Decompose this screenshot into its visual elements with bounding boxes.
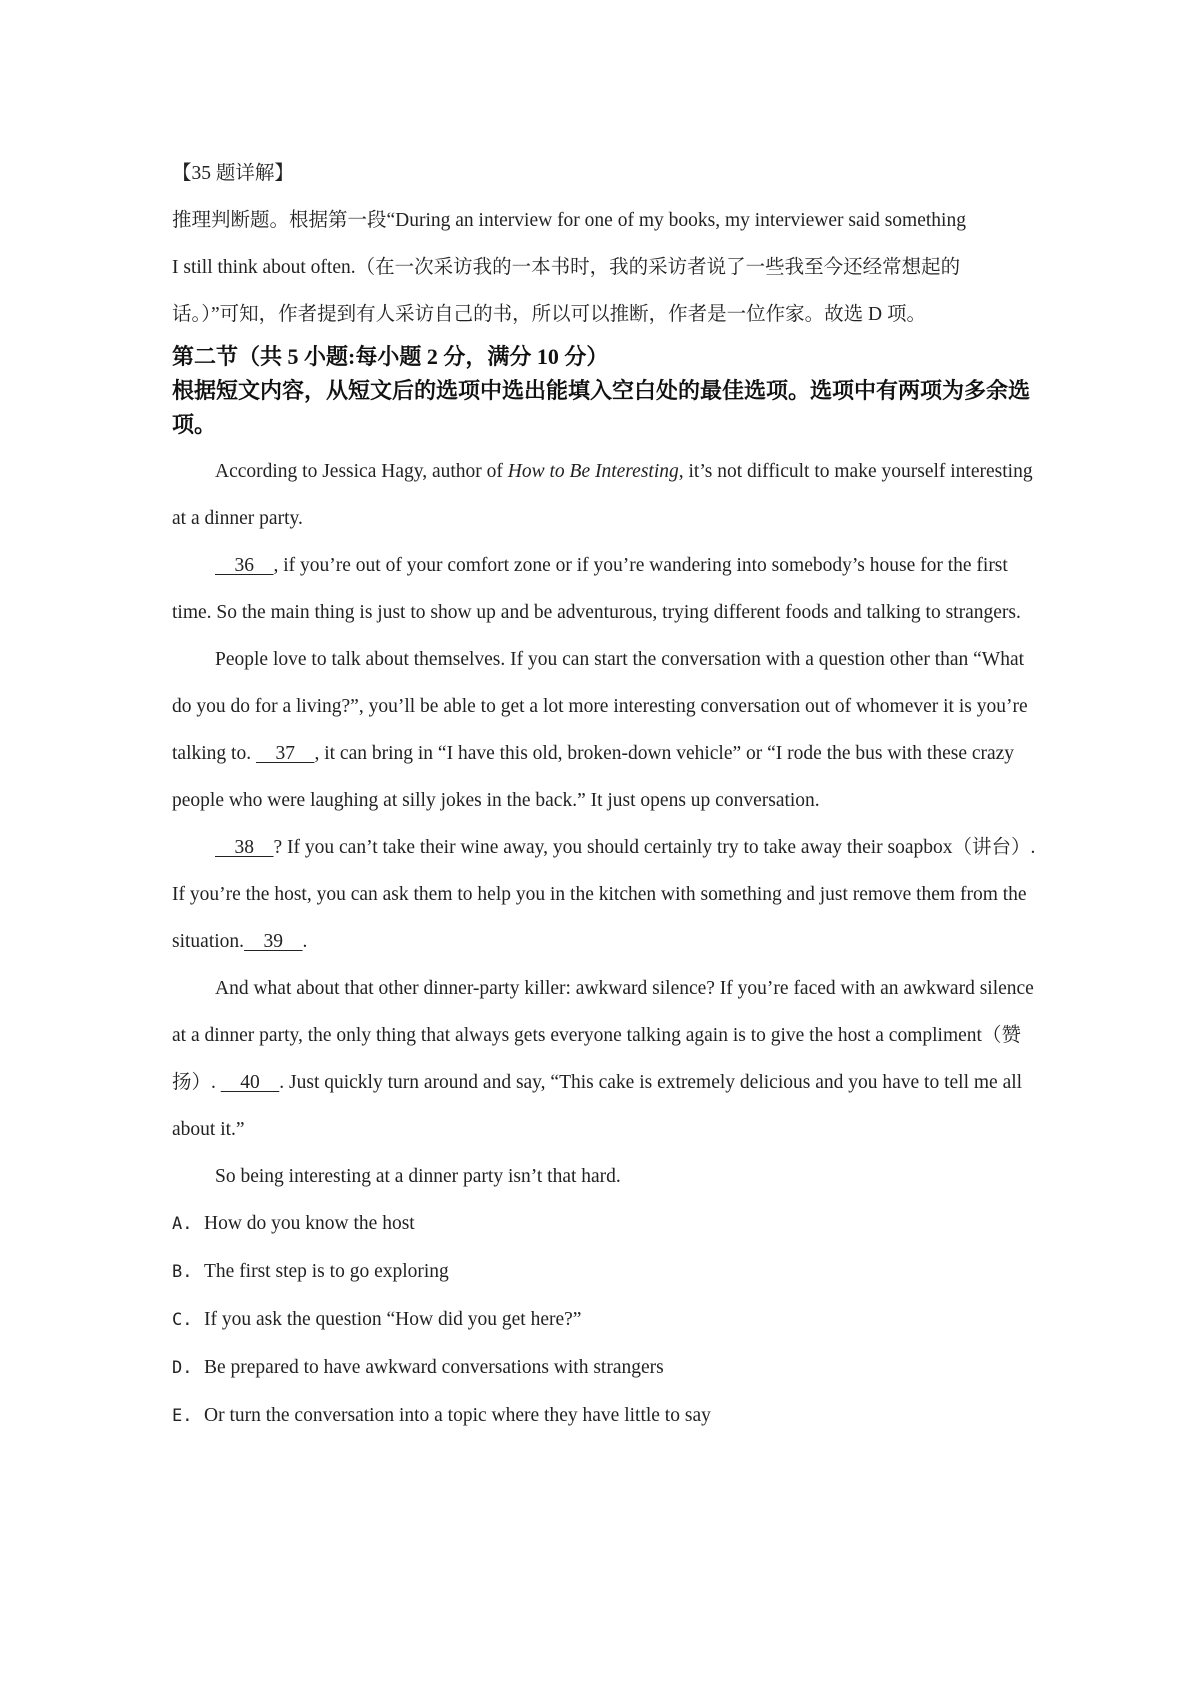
p1-text-after: , it’s not difficult to make yourself interesting at a dinner party. (172, 461, 1033, 529)
option-text: How do you know the host (204, 1213, 415, 1234)
explanation-heading: 【35 题详解】 (172, 163, 294, 184)
explanation-line-1: 推理判断题。根据第一段“During an interview for one of my books, my interviewer said something (172, 210, 966, 231)
blank-37[interactable]: 37 (255, 743, 315, 764)
passage-paragraph-5 (172, 965, 1038, 1153)
document-page (172, 150, 1038, 1440)
passage-paragraph-6: So being interesting at a dinner party isn’t that hard. (215, 1166, 621, 1187)
passage-paragraph-2 (172, 542, 1038, 636)
explanation-line-2: I still think about often.（在一次采访我的一本书时，我的采访者说了一些我至今还经常想起的 (172, 257, 961, 278)
section-title: 第二节（共 5 小题:每小题 2 分，满分 10 分） (172, 344, 609, 369)
option-c[interactable] (172, 1296, 1038, 1344)
option-letter: D. (172, 1358, 193, 1378)
p5-text-after: . Just quickly turn around and say, “This cake is extremely delicious and you have to tell me all about it.” (172, 1072, 1023, 1140)
option-d[interactable] (172, 1344, 1038, 1392)
option-e[interactable] (172, 1392, 1038, 1440)
passage-paragraph-1 (172, 448, 1038, 542)
p4-end: . (302, 931, 308, 952)
p3-text-before: People love to talk about themselves. If you can start the conversation with a question other than “What do you do for a living?”, you’ll be able to get a lot more interesting conversation out of whomever it is you’re talking to. (172, 649, 1028, 764)
book-title: How to Be Interesting (507, 461, 679, 482)
blank-40[interactable]: 40 (220, 1072, 280, 1093)
option-text: The first step is to go exploring (204, 1261, 449, 1282)
section-instruction: 根据短文内容，从短文后的选项中选出能填入空白处的最佳选项。选项中有两项为多余选项。 (172, 378, 1031, 437)
passage-paragraph-4 (172, 824, 1038, 965)
explanation-line-3: 话。）”可知，作者提到有人采访自己的书，所以可以推断，作者是一位作家。故选 D 项。 (172, 304, 926, 325)
option-letter: A. (172, 1214, 193, 1234)
blank-39[interactable]: 39 (244, 931, 303, 952)
p2-text: , if you’re out of your comfort zone or if you’re wandering into somebody’s house for the first time. So the main thing is just to show up and be adventurous, trying different foods and talking to strangers. (172, 555, 1021, 623)
p1-text-before: According to Jessica Hagy, author of (215, 461, 508, 482)
blank-38[interactable]: 38 (215, 837, 274, 858)
p4-text: ? If you can’t take their wine away, you should certainly try to take away their soapbox（讲台）. If you’re the host, you can ask them to help you in the kitchen with something and just remove them from the situation. (172, 837, 1036, 952)
option-text: Be prepared to have awkward conversations with strangers (204, 1357, 664, 1378)
option-letter: C. (172, 1310, 193, 1330)
p3-text-after: , it can bring in “I have this old, broken-down vehicle” or “I rode the bus with these crazy people who were laughing at silly jokes in the back.” It just opens up conversation. (172, 743, 1015, 811)
blank-36[interactable]: 36 (215, 555, 274, 576)
options-list (172, 1200, 1038, 1440)
option-letter: E. (172, 1406, 193, 1426)
option-a[interactable] (172, 1200, 1038, 1248)
option-letter: B. (172, 1262, 193, 1282)
option-text: If you ask the question “How did you get here?” (204, 1309, 582, 1330)
option-text: Or turn the conversation into a topic where they have little to say (204, 1405, 711, 1426)
option-b[interactable] (172, 1248, 1038, 1296)
passage-paragraph-3 (172, 636, 1038, 824)
p5-text-before: And what about that other dinner-party killer: awkward silence? If you’re faced with an awkward silence at a dinner party, the only thing that always gets everyone talking again is to give the host a compliment（赞扬）. (172, 978, 1034, 1093)
